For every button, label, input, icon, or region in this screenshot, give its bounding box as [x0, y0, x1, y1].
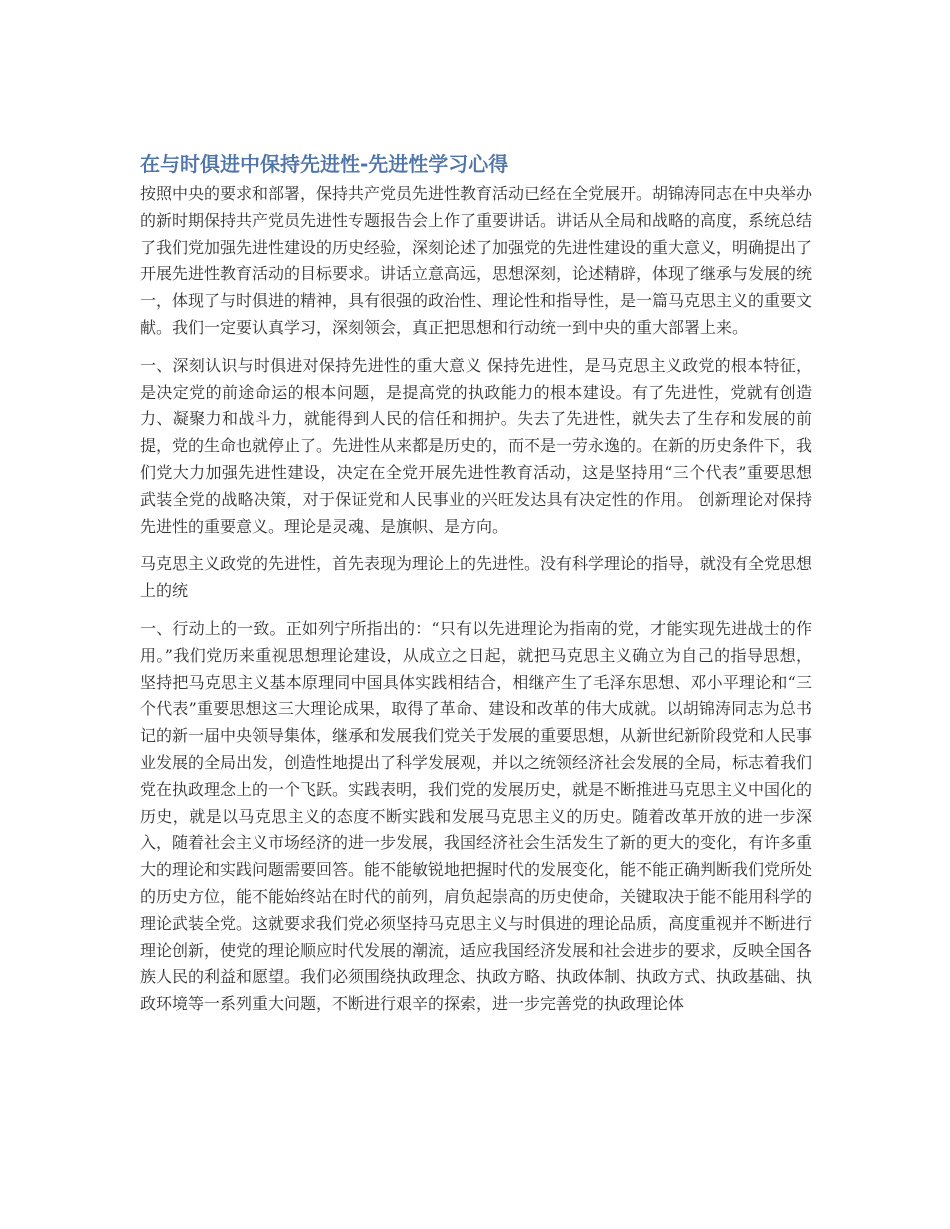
document-page — [140, 150, 812, 1018]
paragraph-section-one: 一、深刻认识与时俱进对保持先进性的重大意义 保持先进性，是马克思主义政党的根本特征，是决定党的前途命运的根本问题，是提高党的执政能力的根本建设。有了先进性，党就有创造力、凝聚力和战斗力，就能得到人民的信任和拥护。失去了先进性，就失去了生存和发展的前提，党的生命也就停止了。先进性从来都是历史的，而不是一劳永逸的。在新的历史条件下，我们党大力加强先进性建设，决定在全党开展先进性教育活动，这是坚持用“三个代表”重要思想武装全党的战略决策，对于保证党和人民事业的兴旺发达具有决定性的作用。 创新理论对保持先进性的重要意义。理论是灵魂、是旗帜、是方向。 — [140, 355, 813, 536]
paragraph-action: 一、行动上的一致。正如列宁所指出的：“只有以先进理论为指南的党，才能实现先进战士的作用。”我们党历来重视思想理论建设，从成立之日起，就把马克思主义确立为自己的指导思想，坚持把马克思主义基本原理同中国具体实践相结合，相继产生了毛泽东思想、邓小平理论和“三个代表”重要思想这三大理论成果，取得了革命、建设和改革的伟大成就。以胡锦涛同志为总书记的新一届中央领导集体，继承和发展我们党关于发展的重要思想，从新世纪新阶段党和人民事业发展的全局出发，创造性地提出了科学发展观，并以之统领经济社会发展的全局，标志着我们党在执政理念上的一个飞跃。实践表明，我们党的发展历史，就是不断推进马克思主义中国化的历史，就是以马克思主义的态度不断实践和发展马克思主义的历史。随着改革开放的进一步深入，随着社会主义市场经济的进一步发展，我国经济社会生活发生了新的更大的变化，有许多重大的理论和实践问题需要回答。能不能敏锐地把握时代的发展变化，能不能正确判断我们党所处的历史方位，能不能始终站在时代的前列，肩负起崇高的历史使命，关键取决于能不能用科学的理论武装全党。这就要求我们党必须坚持马克思主义与时俱进的理论品质，高度重视并不断进行理论创新，使党的理论顺应时代发展的潮流，适应我国经济发展和社会进步的要求，反映全国各族人民的利益和愿望。我们必须围绕执政理念、执政方略、执政体制、执政方式、执政基础、执政环境等一系列重大问题，不断进行艰辛的探索，进一步完善党的执政理论体 — [140, 618, 813, 1014]
paragraph-theory: 马克思主义政党的先进性，首先表现为理论上的先进性。没有科学理论的指导，就没有全党思想上的统 — [140, 554, 813, 601]
paragraph-intro: 按照中央的要求和部署，保持共产党员先进性教育活动已经在全党展开。胡锦涛同志在中央举办的新时期保持共产党员先进性专题报告会上作了重要讲话。讲话从全局和战略的高度，系统总结了我们党加强先进性建设的历史经验，深刻论述了加强党的先进性建设的重大意义，明确提出了开展先进性教育活动的目标要求。讲话立意高远，思想深刻，论述精辟，体现了继承与发展的统一，体现了与时俱进的精神，具有很强的政治性、理论性和指导性，是一篇马克思主义的重要文献。我们一定要认真学习，深刻领会，真正把思想和行动统一到中央的重大部署上来。 — [140, 184, 813, 337]
document-title: 在与时俱进中保持先进性-先进性学习心得 — [140, 152, 509, 176]
